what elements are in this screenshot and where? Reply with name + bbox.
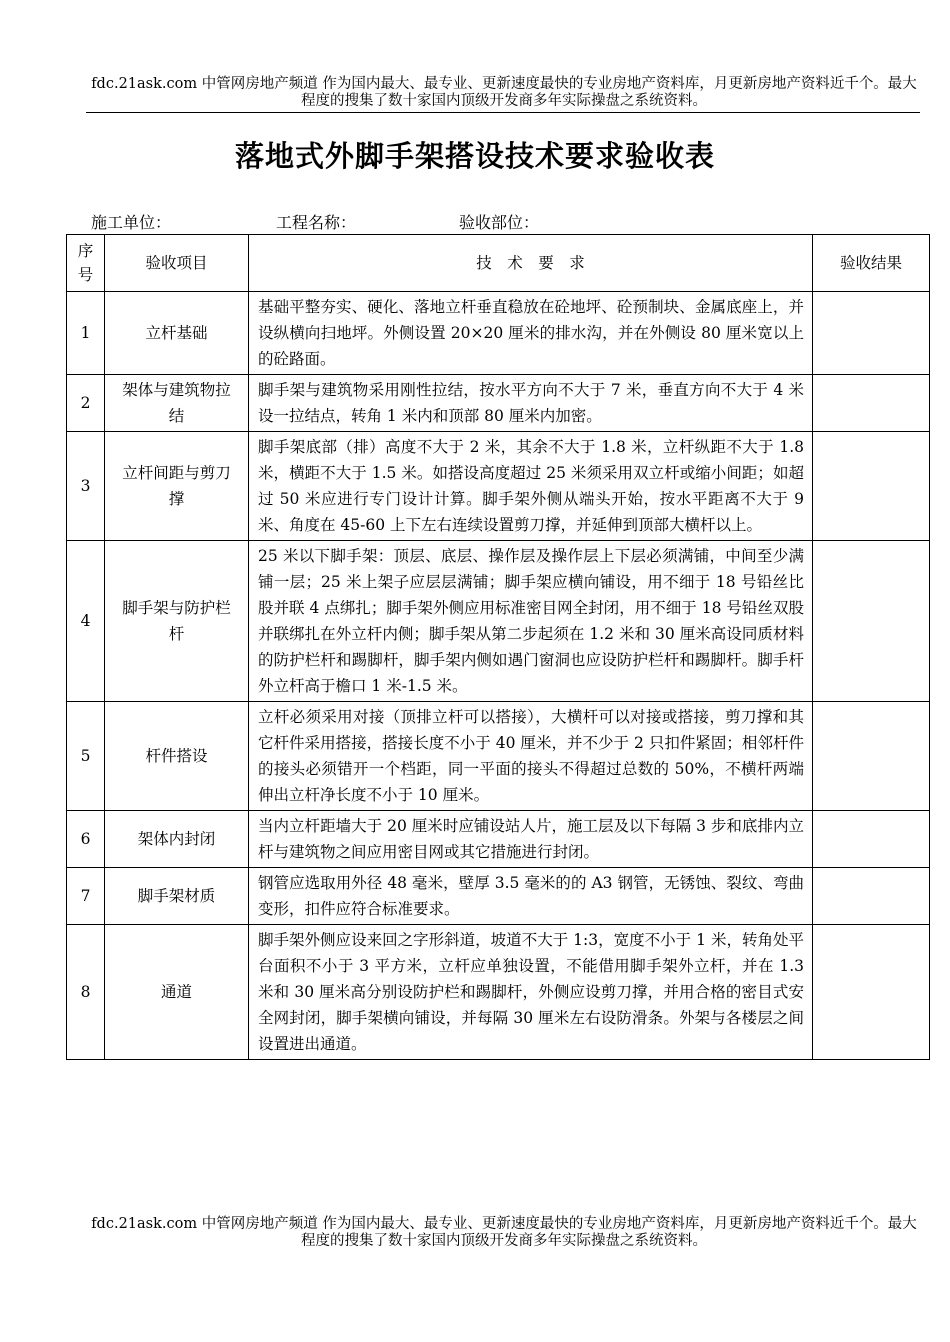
row-item: 架体内封闭 — [105, 811, 249, 868]
row-item: 杆件搭设 — [105, 702, 249, 811]
row-requirement: 25 米以下脚手架：顶层、底层、操作层及操作层上下层必须满铺，中间至少满铺一层；25 米上架子应层层满铺；脚手架应横向铺设，用不细于 18 号铅丝比股并联 4 点绑扎；脚手架外侧应用标准密目网全封闭，用不细于 18 号铅丝双股并联绑扎在外立杆内侧；脚手架从第二步起须在 1.2 米和 30 厘米高设同质材料的防护栏杆和踢脚杆，脚手架内侧如遇门窗洞也应设防护栏杆和踢脚杆。脚手杆外立杆高于檐口 1 米-1.5 米。 — [249, 541, 813, 702]
row-item: 脚手架与防护栏杆 — [105, 541, 249, 702]
table-row — [67, 811, 930, 868]
row-no: 8 — [67, 925, 105, 1060]
row-requirement: 立杆必须采用对接（顶排立杆可以搭接），大横杆可以对接或搭接，剪刀撑和其它杆件采用搭接，搭接长度不小于 40 厘米，并不少于 2 只扣件紧固；相邻杆件的接头必须错开一个档距，同一平面的接头不得超过总数的 50%，不横杆两端伸出立杆净长度不小于 10 厘米。 — [249, 702, 813, 811]
row-requirement: 基础平整夯实、硬化、落地立杆垂直稳放在砼地坪、砼预制块、金属底座上，并设纵横向扫地坪。外侧设置 20×20 厘米的排水沟，并在外侧设 80 厘米宽以上的砼路面。 — [249, 292, 813, 375]
row-no: 6 — [67, 811, 105, 868]
table-row — [67, 925, 930, 1060]
row-result — [813, 811, 930, 868]
row-requirement: 脚手架与建筑物采用刚性拉结，按水平方向不大于 7 米，垂直方向不大于 4 米设一拉结点，转角 1 米内和顶部 80 厘米内加密。 — [249, 375, 813, 432]
header-item: 验收项目 — [105, 235, 249, 292]
project-name-label: 工程名称： — [276, 213, 357, 232]
row-requirement: 脚手架底部（排）高度不大于 2 米，其余不大于 1.8 米，立杆纵距不大于 1.8 米，横距不大于 1.5 米。如搭设高度超过 25 米须采用双立杆或缩小间距；如超过 50 米应进行专门设计计算。脚手架外侧从端头开始，按水平距离不大于 9 米、角度在 45-60 上下左右连续设置剪刀撑，并延伸到顶部大横杆以上。 — [249, 432, 813, 541]
row-requirement: 当内立杆距墙大于 20 厘米时应铺设站人片，施工层及以下每隔 3 步和底排内立杆与建筑物之间应用密目网或其它措施进行封闭。 — [249, 811, 813, 868]
row-no: 1 — [67, 292, 105, 375]
row-result — [813, 868, 930, 925]
header-result: 验收结果 — [813, 235, 930, 292]
table-row — [67, 432, 930, 541]
table-row — [67, 292, 930, 375]
acceptance-table — [66, 234, 930, 1060]
table-row — [67, 541, 930, 702]
header-divider — [86, 112, 920, 113]
row-no: 3 — [67, 432, 105, 541]
row-result — [813, 702, 930, 811]
row-item: 立杆间距与剪刀撑 — [105, 432, 249, 541]
row-requirement: 脚手架外侧应设来回之字形斜道，坡道不大于 1:3，宽度不小于 1 米，转角处平台面积不小于 3 平方米，立杆应单独设置，不能借用脚手架外立杆，并在 1.3 米和 30 厘米高分别设防护栏和踢脚杆，外侧应设剪刀撑，并用合格的密目式安全网封闭，脚手架横向铺设，并每隔 30 厘米左右设防滑条。外架与各楼层之间设置进出通道。 — [249, 925, 813, 1060]
inspection-location-label: 验收部位： — [459, 213, 540, 232]
header-note: fdc.21ask.com 中管网房地产频道 作为国内最大、最专业、更新速度最快的专业房地产资料库，月更新房地产资料近千个。最大程度的搜集了数十家国内顶级开发商多年实际操盘之系统资料。 — [91, 76, 917, 109]
row-item: 脚手架材质 — [105, 868, 249, 925]
row-no: 7 — [67, 868, 105, 925]
row-no: 4 — [67, 541, 105, 702]
row-result — [813, 292, 930, 375]
row-no: 2 — [67, 375, 105, 432]
row-item: 架体与建筑物拉结 — [105, 375, 249, 432]
header-requirement: 技 术 要 求 — [249, 235, 813, 292]
table-header-row — [67, 235, 930, 292]
table-row — [67, 375, 930, 432]
row-result — [813, 541, 930, 702]
row-result — [813, 432, 930, 541]
construction-unit-label: 施工单位： — [91, 213, 172, 232]
row-result — [813, 925, 930, 1060]
table-row — [67, 702, 930, 811]
header-no: 序号 — [67, 235, 105, 292]
row-result — [813, 375, 930, 432]
row-requirement: 钢管应选取用外径 48 毫米，壁厚 3.5 毫米的的 A3 钢管，无锈蚀、裂纹、弯曲变形，扣件应符合标准要求。 — [249, 868, 813, 925]
footer-note: fdc.21ask.com 中管网房地产频道 作为国内最大、最专业、更新速度最快的专业房地产资料库，月更新房地产资料近千个。最大程度的搜集了数十家国内顶级开发商多年实际操盘之系统资料。 — [91, 1216, 917, 1249]
row-no: 5 — [67, 702, 105, 811]
row-item: 立杆基础 — [105, 292, 249, 375]
row-item: 通道 — [105, 925, 249, 1060]
table-row — [67, 868, 930, 925]
page-title: 落地式外脚手架搭设技术要求验收表 — [234, 139, 715, 173]
